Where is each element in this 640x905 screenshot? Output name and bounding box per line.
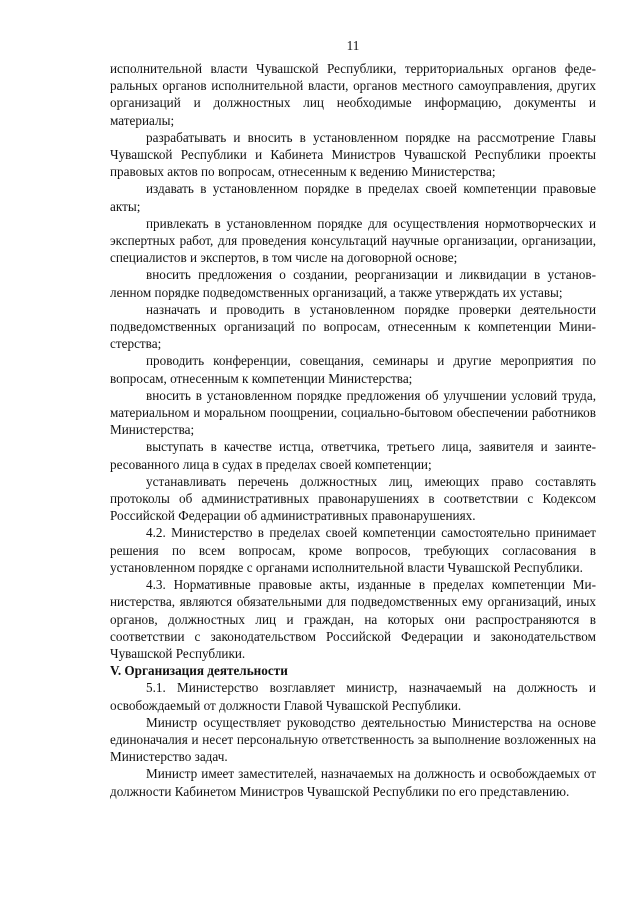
paragraph: привлекать в установленном порядке для осуществления нормотворческих и экспертных работ, для проведения консультаций научные организации, организации, специалистов и экспертов, в том числе на договорной основе; — [110, 215, 596, 266]
paragraph: 5.1. Министерство возглавляет министр, назначаемый на должность и освобождаемый от должности Главой Чувашской Республики. — [110, 680, 596, 713]
document-body — [110, 60, 596, 800]
page-number: 11 — [346, 38, 360, 53]
paragraph: назначать и проводить в установленном порядке проверки деятельности подведомственных организаций по вопросам, отнесенным к компетенции Министерства; — [110, 301, 596, 352]
paragraph: вносить в установленном порядке предложения об улучшении условий труда, материальном и моральном поощрении, социально-бытовом обеспечении работников Министерства; — [110, 387, 596, 438]
section-iv-continuation — [110, 60, 596, 662]
section-title: V. Организация деятельности — [110, 663, 288, 679]
paragraph: проводить конференции, совещания, семинары и другие мероприятия по вопросам, отнесенным к компетенции Министерства; — [110, 353, 596, 386]
paragraph: издавать в установленном порядке в пределах своей компетенции правовые акты; — [110, 181, 596, 214]
paragraph: 4.2. Министерство в пределах своей компетенции самостоятельно принимает решения по всем вопросам, кроме вопросов, требующих согласования в установленном порядке с органами исполнительной власти Чувашской Республики. — [110, 525, 596, 575]
paragraph: выступать в качестве истца, ответчика, третьего лица, заявителя и заинтересованного лица в судах в пределах своей компетенции; — [110, 439, 596, 472]
paragraph: Министр имеет заместителей, назначаемых на должность и освобождаемых от должности Кабинетом Министров Чувашской Республики по его представлению. — [110, 766, 596, 799]
paragraph: Министр осуществляет руководство деятельностью Министерства на основе единоначалия и несет персональную ответственность за выполнение возложенных на Министерство задач. — [110, 714, 596, 765]
paragraph: вносить предложения о создании, реорганизации и ликвидации в установленном порядке подведомственных организаций, а также утверждать их уставы; — [110, 267, 596, 300]
paragraph: разрабатывать и вносить в установленном порядке на рассмотрение Главы Чувашской Республики и Кабинета Министров Чувашской Республики проекты правовых актов по вопросам, отнесенным к ведению Министерства; — [110, 129, 596, 180]
paragraph: 4.3. Нормативные правовые акты, изданные в пределах компетенции Министерства, являются обязательными для подведомственных ему организаций, иных органов, должностных лиц и граждан, на которых они распространяются в соответствии с законодательством Российской Федерации и законодательством Чувашской Республики. — [110, 577, 596, 661]
paragraph: исполнительной власти Чувашской Республики, территориальных органов федеральных органов исполнительной власти, органов местного самоуправления, других организаций и должностных лиц необходимые информацию, документы и материалы; — [110, 61, 596, 128]
paragraph: устанавливать перечень должностных лиц, имеющих право составлять протоколы об административных правонарушениях в соответствии с Кодексом Российской Федерации об административных правонарушениях. — [110, 473, 596, 524]
section-v-body — [110, 679, 596, 799]
